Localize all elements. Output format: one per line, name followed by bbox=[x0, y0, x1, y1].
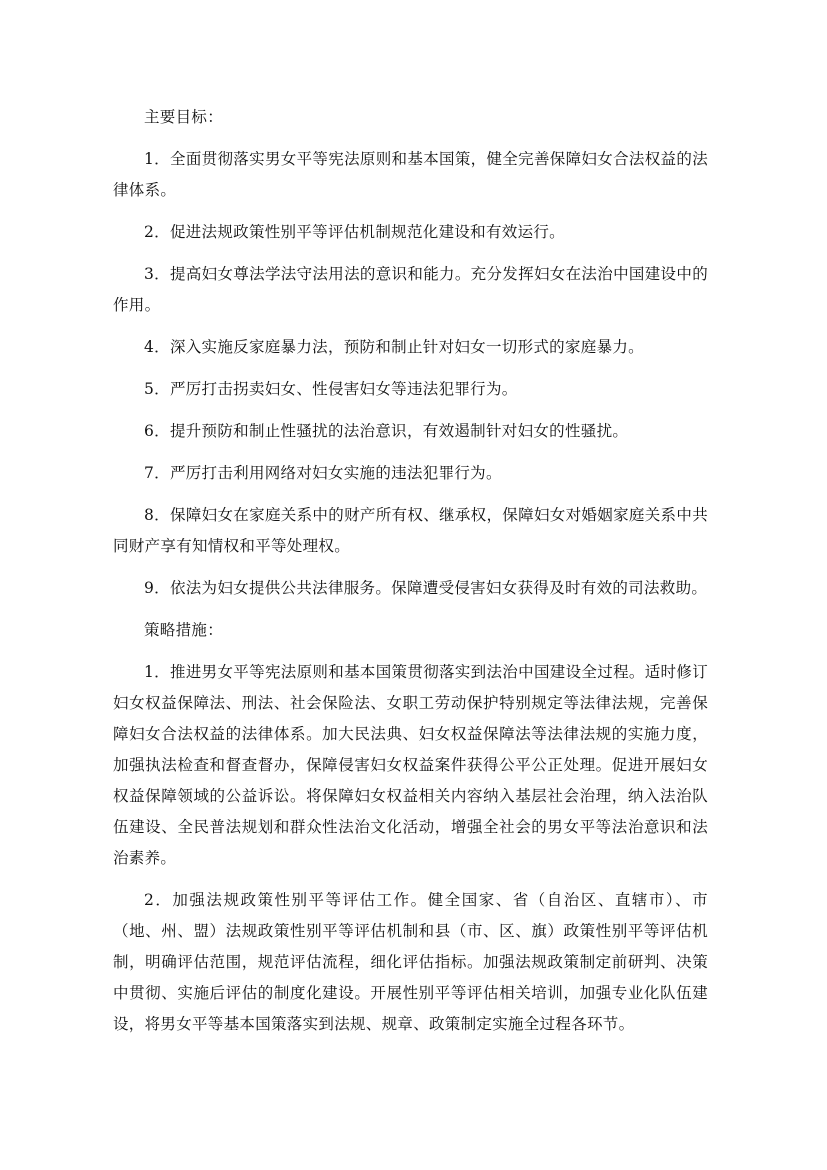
goal-item-3: 3．提高妇女尊法学法守法用法的意识和能力。充分发挥妇女在法治中国建设中的作用。 bbox=[113, 265, 708, 314]
goal-item-7: 7．严厉打击利用网络对妇女实施的违法犯罪行为。 bbox=[144, 464, 502, 482]
goal-item-2: 2．促进法规政策性别平等评估机制规范化建设和有效运行。 bbox=[144, 223, 565, 241]
goal-item-4: 4．深入实施反家庭暴力法，预防和制止针对妇女一切形式的家庭暴力。 bbox=[144, 338, 644, 356]
measure-item-2: 2．加强法规政策性别平等评估工作。健全国家、省（自治区、直辖市）、市（地、州、盟）法规政策性别平等评估机制和县（市、区、旗）政策性别平等评估机制，明确评估范围，规范评估流程，细化评估指标。加强法规政策制定前研判、决策中贯彻、实施后评估的制度化建设。开展性别平等评估相关培训，加强专业化队伍建设，将男女平等基本国策落实到法规、规章、政策制定实施全过程各环节。 bbox=[113, 891, 708, 1033]
measure-item-1: 1．推进男女平等宪法原则和基本国策贯彻落实到法治中国建设全过程。适时修订妇女权益保障法、刑法、社会保险法、女职工劳动保护特别规定等法律法规，完善保障妇女合法权益的法律体系。加大民法典、妇女权益保障法等法律法规的实施力度，加强执法检查和督查督办，保障侵害妇女权益案件获得公平公正处理。促进开展妇女权益保障领域的公益诉讼。将保障妇女权益相关内容纳入基层社会治理，纳入法治队伍建设、全民普法规划和群众性法治文化活动，增强全社会的男女平等法治意识和法治素养。 bbox=[113, 663, 708, 867]
goal-item-1: 1．全面贯彻落实男女平等宪法原则和基本国策，健全完善保障妇女合法权益的法律体系。 bbox=[113, 150, 708, 199]
goal-item-5: 5．严厉打击拐卖妇女、性侵害妇女等违法犯罪行为。 bbox=[144, 380, 518, 398]
goal-item-6: 6．提升预防和制止性骚扰的法治意识，有效遏制针对妇女的性骚扰。 bbox=[144, 422, 629, 440]
document-page bbox=[113, 102, 708, 1051]
goal-item-9: 9．依法为妇女提供公共法律服务。保障遭受侵害妇女获得及时有效的司法救助。 bbox=[144, 579, 708, 597]
measures-heading: 策略措施： bbox=[144, 621, 224, 639]
goals-heading: 主要目标： bbox=[144, 108, 224, 126]
goal-item-8: 8．保障妇女在家庭关系中的财产所有权、继承权，保障妇女对婚姻家庭关系中共同财产享有知情权和平等处理权。 bbox=[113, 506, 708, 555]
